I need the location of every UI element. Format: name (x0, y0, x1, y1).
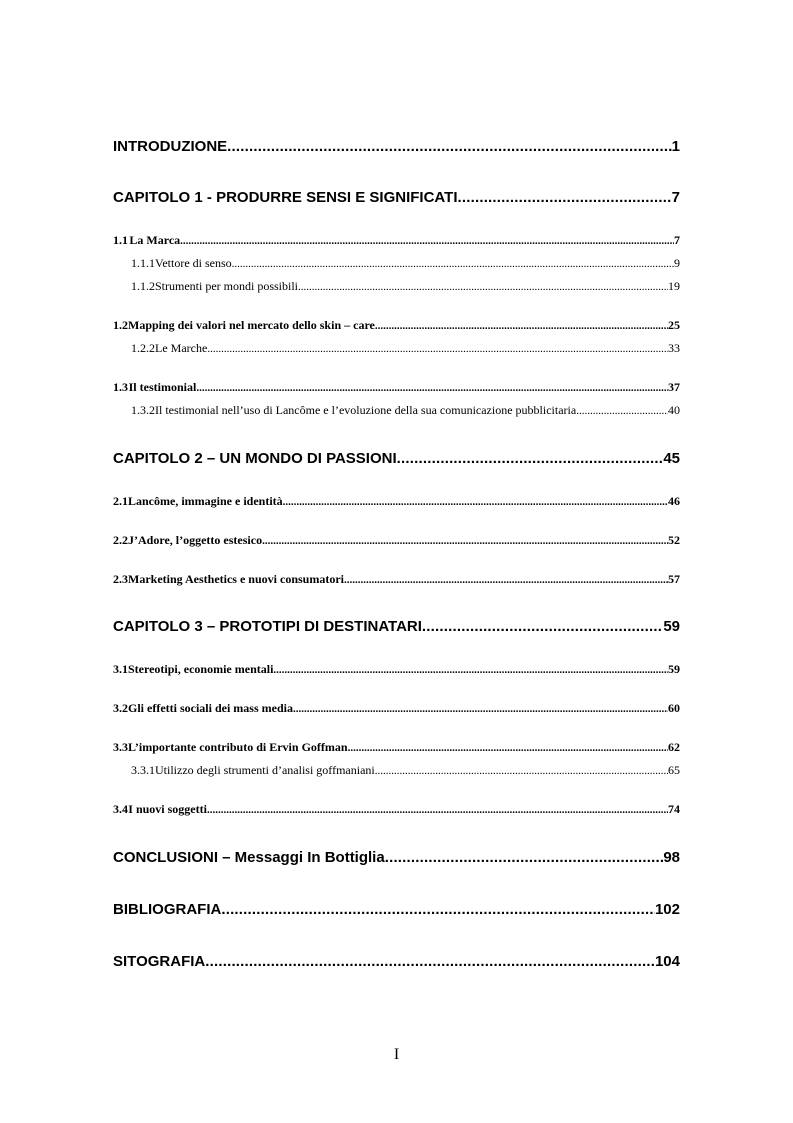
toc-entry-1-3 (113, 380, 680, 395)
toc-page: 65 (668, 763, 680, 777)
toc-entry-1-2 (113, 318, 680, 333)
toc-leader (576, 405, 668, 417)
toc-entry-1-1-1 (113, 256, 680, 271)
toc-leader (207, 804, 668, 816)
toc-page: 9 (674, 256, 680, 270)
toc-entry-3-2 (113, 701, 680, 716)
toc-number: 1.2 (113, 318, 128, 332)
toc-entry-2-2 (113, 533, 680, 548)
toc-entry-conclusioni (113, 849, 680, 866)
toc-leader (207, 343, 668, 355)
toc-title: Strumenti per mondi possibili (155, 279, 298, 293)
toc-leader (205, 953, 655, 970)
toc-leader (273, 664, 668, 676)
toc-page: 1 (671, 138, 680, 155)
toc-number: 3.2 (113, 701, 128, 715)
toc-entry-capitolo-2 (113, 450, 680, 467)
toc-page: 19 (668, 279, 680, 293)
toc-entry-1-3-2 (113, 403, 680, 418)
toc-title: Marketing Aesthetics e nuovi consumatori (128, 572, 344, 586)
toc-number: 1.2.2 (131, 341, 155, 355)
toc-title: CAPITOLO 3 – PROTOTIPI DI DESTINATARI (113, 618, 422, 635)
toc-title: Mapping dei valori nel mercato dello skin – care (128, 318, 375, 332)
toc-page: 45 (663, 450, 680, 467)
toc-title: Vettore di senso (155, 256, 232, 270)
toc-entry-3-3 (113, 740, 680, 755)
toc-number: 3.3 (113, 740, 128, 754)
toc-number: 2.1 (113, 494, 128, 508)
toc-leader (457, 189, 671, 206)
toc-page: 59 (668, 662, 680, 676)
toc-title: Lancôme, immagine e identità (128, 494, 283, 508)
toc-title: SITOGRAFIA (113, 953, 206, 970)
toc-title: Il testimonial nell’uso di Lancôme e l’evoluzione della sua comunicazione pubblicitaria (155, 403, 577, 417)
toc-page: 33 (668, 341, 680, 355)
toc-title: J’Adore, l’oggetto estesico (128, 533, 263, 547)
toc-number: 3.1 (113, 662, 128, 676)
toc-leader (180, 235, 674, 247)
toc-title: I nuovi soggetti (128, 802, 207, 816)
toc-entry-3-1 (113, 662, 680, 677)
toc-entry-2-3 (113, 572, 680, 587)
toc-page: 25 (668, 318, 680, 332)
toc-page: 52 (668, 533, 680, 547)
toc-entry-3-4 (113, 802, 680, 817)
toc-leader (227, 138, 671, 155)
toc-entry-capitolo-1 (113, 189, 680, 206)
toc-number: 2.3 (113, 572, 128, 586)
toc-title: BIBLIOGRAFIA (113, 901, 222, 918)
toc-page: 59 (663, 618, 680, 635)
toc-title: Il testimonial (128, 380, 197, 394)
toc-title: INTRODUZIONE (113, 138, 228, 155)
toc-title: CONCLUSIONI – Messaggi In Bottiglia (113, 849, 385, 866)
toc-page: 37 (668, 380, 680, 394)
toc-leader (422, 618, 663, 635)
toc-number: 1.1 (113, 233, 128, 247)
toc-leader (397, 450, 664, 467)
toc-page: 7 (671, 189, 680, 206)
toc-entry-bibliografia (113, 901, 680, 918)
toc-title: Utilizzo degli strumenti d’analisi goffmaniani (155, 763, 375, 777)
toc-number: 3.4 (113, 802, 128, 816)
toc-entry-introduzione (113, 138, 680, 155)
toc-title: Stereotipi, economie mentali (128, 662, 274, 676)
toc-page: 60 (668, 701, 680, 715)
toc-leader (344, 574, 668, 586)
toc-leader (298, 281, 668, 293)
toc-leader (375, 765, 668, 777)
toc-page: 7 (674, 233, 680, 247)
toc-title: CAPITOLO 2 – UN MONDO DI PASSIONI (113, 450, 397, 467)
toc-page: 102 (654, 901, 680, 918)
toc-title: L’importante contributo di Ervin Goffman (128, 740, 348, 754)
toc-leader (283, 496, 668, 508)
toc-leader (196, 382, 668, 394)
toc-page: 57 (668, 572, 680, 586)
toc-page: 40 (668, 403, 680, 417)
toc-leader (293, 703, 668, 715)
toc-entry-1-1-2 (113, 279, 680, 294)
toc-number: 2.2 (113, 533, 128, 547)
toc-leader (385, 849, 664, 866)
toc-number: 1.3.2 (131, 403, 155, 417)
toc-page: 46 (668, 494, 680, 508)
toc-entry-1-2-2 (113, 341, 680, 356)
toc-entry-2-1 (113, 494, 680, 509)
toc-title: Gli effetti sociali dei mass media (128, 701, 293, 715)
toc-leader (375, 320, 668, 332)
toc-page: 74 (668, 802, 680, 816)
toc-leader (348, 742, 668, 754)
toc-number: 1.1.1 (131, 256, 155, 270)
toc-number: 1.1.2 (131, 279, 155, 293)
toc-title: Le Marche (155, 341, 208, 355)
toc-leader (262, 535, 668, 547)
toc-leader (221, 901, 655, 918)
toc-leader (232, 258, 674, 270)
toc-page: 62 (668, 740, 680, 754)
toc-entry-sitografia (113, 953, 680, 970)
toc-entry-capitolo-3 (113, 618, 680, 635)
toc-number: 3.3.1 (131, 763, 155, 777)
toc-page: 104 (654, 953, 680, 970)
page-number: I (393, 1046, 400, 1063)
toc-entry-1-1 (113, 233, 680, 248)
toc-entry-3-3-1 (113, 763, 680, 778)
toc-title: La Marca (129, 233, 181, 247)
toc-number: 1.3 (113, 380, 128, 394)
toc-page: 98 (663, 849, 680, 866)
toc-title: CAPITOLO 1 - PRODURRE SENSI E SIGNIFICATI (113, 189, 458, 206)
